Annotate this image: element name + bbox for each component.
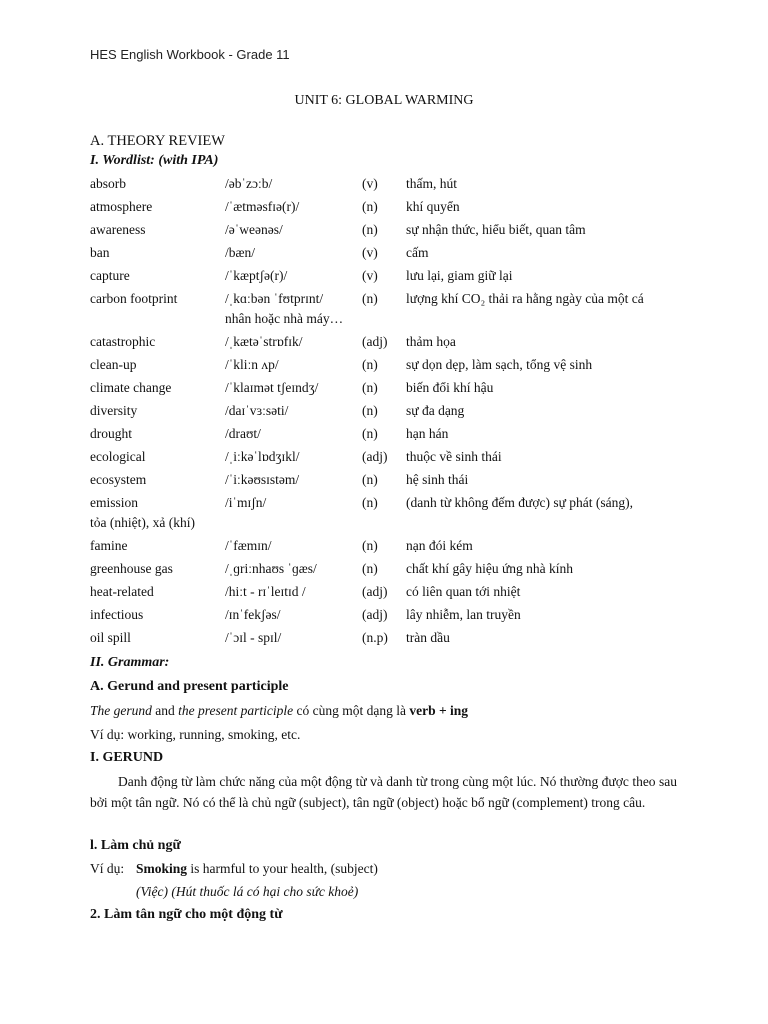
example-translation: (Việc) (Hút thuốc lá có hại cho sức khoẻ) [136, 884, 359, 899]
wordlist-pos: (n) [362, 495, 378, 510]
gerund-heading: I. GERUND [90, 750, 164, 765]
wordlist-pos: (n.p) [362, 630, 388, 645]
wordlist-word: oil spill [90, 630, 131, 645]
wordlist-row [90, 582, 690, 605]
subject-subheading: l. Làm chủ ngữ [90, 838, 181, 853]
example-subject [90, 861, 378, 877]
theory-review-heading: A. THEORY REVIEW [90, 133, 225, 149]
wordlist-pos: (adj) [362, 334, 388, 349]
wordlist-meaning: hệ sinh thái [406, 472, 469, 487]
example-label: Ví dụ: [90, 861, 125, 876]
wordlist-meaning: chất khí gây hiệu ứng nhà kính [406, 561, 574, 576]
wordlist-word: diversity [90, 403, 138, 418]
example-line: Ví dụ: working, running, smoking, etc. [90, 727, 301, 742]
wordlist-meaning: thấm, hút [406, 176, 457, 191]
wordlist-meaning: thuộc về sinh thái [406, 449, 502, 464]
wordlist-ipa: /iˈmɪʃn/ [225, 495, 267, 510]
wordlist-row [90, 289, 690, 332]
gerund-paragraph: Danh động từ làm chức năng của một động từ và danh từ trong cùng một lúc. Nó thường được theo sau bởi một tân ngữ. Nó có thể là chủ ngữ (subject), tân ngữ (object) hoặc bổ ngữ (complement) trong câu. [90, 774, 677, 810]
wordlist-meaning: có liên quan tới nhiệt [406, 584, 521, 599]
wordlist-meaning: sự nhận thức, hiểu biết, quan tâm [406, 222, 586, 237]
wordlist-ipa: /hiːt - rɪˈleɪtɪd / [225, 584, 306, 599]
wordlist-word: carbon footprint [90, 291, 178, 306]
wordlist-row [90, 424, 690, 447]
wordlist-ipa: /ˌiːkəˈlɒdʒɪkl/ [225, 449, 300, 464]
def-text: and [151, 703, 179, 718]
wordlist-word: famine [90, 538, 128, 553]
wordlist-row [90, 174, 690, 197]
wordlist-row [90, 197, 690, 220]
wordlist-ipa: /ˈfæmɪn/ [225, 538, 272, 553]
wordlist-ipa: /əbˈzɔːb/ [225, 176, 273, 191]
wordlist-row [90, 493, 690, 536]
grammar-heading: II. Grammar: [90, 655, 170, 670]
wordlist-pos: (n) [362, 380, 378, 395]
wordlist-meaning: hạn hán [406, 426, 449, 441]
wordlist-meaning: sự dọn dẹp, làm sạch, tổng vệ sinh [406, 357, 593, 372]
wordlist-pos: (adj) [362, 584, 388, 599]
wordlist-pos: (v) [362, 245, 378, 260]
wordlist-word: heat-related [90, 584, 154, 599]
wordlist-meaning: tràn dầu [406, 630, 450, 645]
wordlist-ipa: /ˌkætəˈstrɒfɪk/ [225, 334, 303, 349]
definition-line [90, 703, 468, 719]
object-subheading: 2. Làm tân ngữ cho một động từ [90, 907, 283, 922]
wordlist-ipa: /ˈɔɪl - spɪl/ [225, 630, 282, 645]
wordlist-pos: (n) [362, 222, 378, 237]
wordlist-meaning: (danh từ không đếm được) sự phát (sáng), [406, 495, 634, 510]
wordlist-ipa: /draʊt/ [225, 426, 261, 441]
wordlist-word: infectious [90, 607, 144, 622]
wordlist-word: greenhouse gas [90, 561, 173, 576]
wordlist-row [90, 355, 690, 378]
wordlist-word: ecological [90, 449, 146, 464]
wordlist-ipa: /ˈkæptʃə(r)/ [225, 268, 288, 283]
wordlist-meaning: khí quyển [406, 199, 460, 214]
wordlist-row [90, 605, 690, 628]
wordlist-pos: (n) [362, 199, 378, 214]
wordlist-row [90, 470, 690, 493]
wordlist-pos: (n) [362, 403, 378, 418]
gerund-participle-heading: A. Gerund and present participle [90, 679, 289, 694]
wordlist-word: capture [90, 268, 130, 283]
wordlist-meaning: lượng khí CO₂ thải ra hằng ngày của một cá [406, 291, 644, 306]
wordlist-heading: I. Wordlist: (with IPA) [90, 153, 219, 168]
wordlist-meaning: thảm họa [406, 334, 456, 349]
wordlist-row [90, 559, 690, 582]
wordlist-meaning: biến đổi khí hậu [406, 380, 494, 395]
wordlist-ipa: /ˈiːkəʊsɪstəm/ [225, 472, 300, 487]
wordlist-ipa: /bæn/ [225, 245, 256, 260]
wordlist-pos: (v) [362, 268, 378, 283]
wordlist-row [90, 536, 690, 559]
wordlist-row [90, 332, 690, 355]
wordlist-ipa: /ˈklaɪmət tʃeɪndʒ/ [225, 380, 319, 395]
wordlist-word: ecosystem [90, 472, 147, 487]
wordlist-word: awareness [90, 222, 146, 237]
wordlist-ipa: /ˌɡriːnhaʊs ˈɡæs/ [225, 561, 317, 576]
wordlist-pos: (n) [362, 291, 378, 306]
wordlist-word: emission [90, 495, 139, 510]
unit-title: UNIT 6: GLOBAL WARMING [294, 93, 474, 108]
wordlist-pos: (adj) [362, 607, 388, 622]
verb-ing-form: verb + ing [409, 703, 469, 718]
wordlist-word: clean-up [90, 357, 137, 372]
example-rest: is harmful to your health, (subject) [187, 861, 378, 876]
wordlist-meaning: cấm [406, 245, 429, 260]
wordlist-ipa: /daɪˈvɜːsəti/ [225, 403, 289, 418]
wordlist-row [90, 628, 690, 651]
wordlist-word: drought [90, 426, 132, 441]
wordlist-row [90, 243, 690, 266]
wordlist-pos: (n) [362, 472, 378, 487]
wordlist-word: ban [90, 245, 110, 260]
wordlist-pos: (adj) [362, 449, 388, 464]
wordlist-word: absorb [90, 176, 126, 191]
wordlist-ipa: /ˈkliːn ʌp/ [225, 357, 279, 372]
document-header: HES English Workbook - Grade 11 [90, 47, 290, 62]
wordlist-row [90, 378, 690, 401]
wordlist-pos: (n) [362, 357, 378, 372]
wordlist-row [90, 266, 690, 289]
wordlist-meaning: sự đa dạng [406, 403, 465, 418]
term-gerund: The gerund [90, 703, 152, 718]
wordlist-meaning-continued: nhân hoặc nhà máy… [225, 311, 344, 326]
wordlist-meaning: nạn đói kém [406, 538, 473, 553]
wordlist-ipa: /ˈætməsfɪə(r)/ [225, 199, 300, 214]
wordlist-word: climate change [90, 380, 172, 395]
wordlist-meaning-continued: tỏa (nhiệt), xả (khí) [90, 515, 195, 530]
example-keyword: Smoking [136, 861, 188, 876]
wordlist-pos: (v) [362, 176, 378, 191]
wordlist-row [90, 220, 690, 243]
wordlist-row [90, 401, 690, 424]
wordlist-pos: (n) [362, 561, 378, 576]
wordlist-row [90, 447, 690, 470]
wordlist-word: catastrophic [90, 334, 156, 349]
wordlist-meaning: lây nhiễm, lan truyền [406, 607, 521, 622]
wordlist-word: atmosphere [90, 199, 153, 214]
term-present-participle: the present participle [178, 703, 294, 718]
wordlist-pos: (n) [362, 426, 378, 441]
def-text: có cùng một dạng là [293, 703, 410, 718]
wordlist-ipa: /ɪnˈfekʃəs/ [225, 607, 281, 622]
wordlist-ipa: /ˌkɑːbən ˈfʊtprɪnt/ [225, 291, 324, 306]
wordlist-pos: (n) [362, 538, 378, 553]
wordlist-table [90, 174, 690, 651]
wordlist-meaning: lưu lại, giam giữ lại [406, 268, 513, 283]
wordlist-ipa: /əˈweənəs/ [225, 222, 283, 237]
